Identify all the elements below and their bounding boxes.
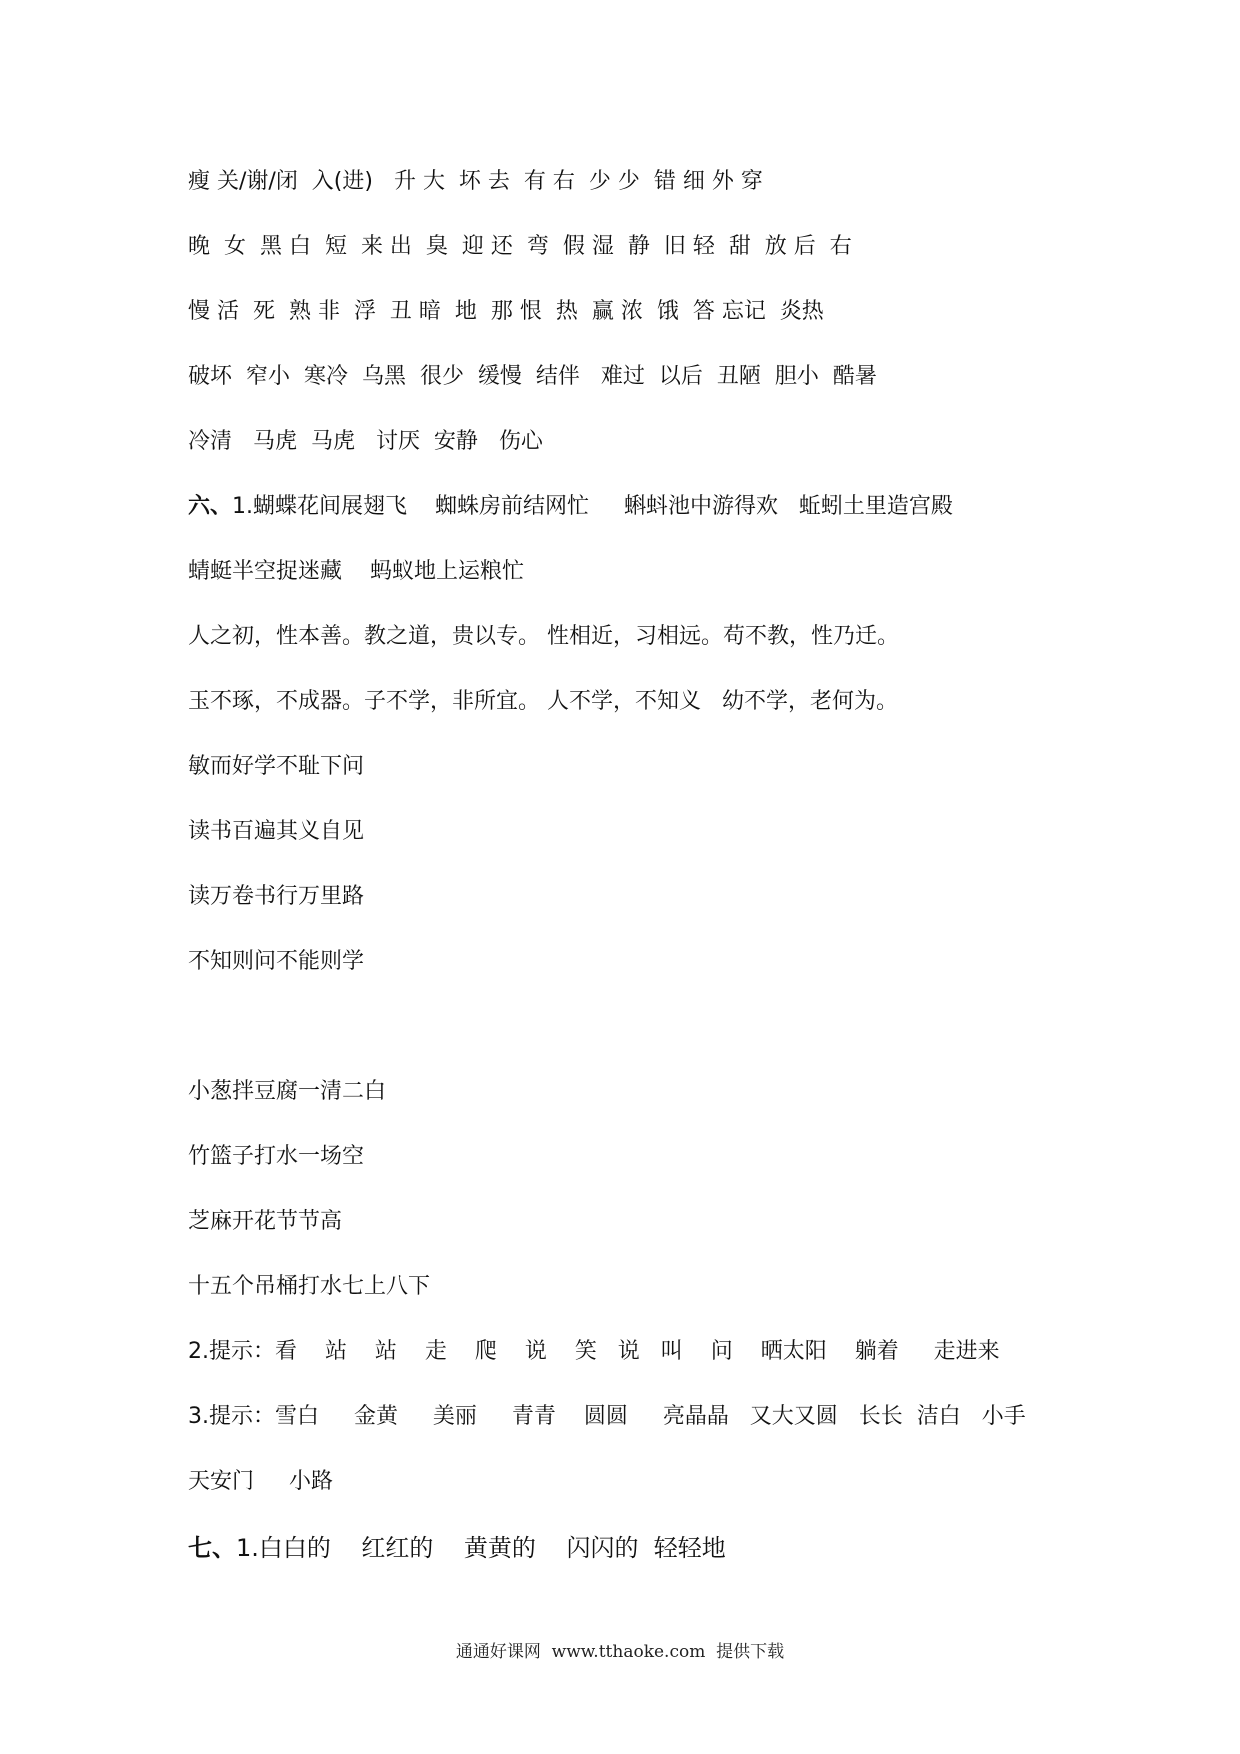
text-line-15: 竹篮子打水一场空 xyxy=(188,1144,365,1169)
text-line-17: 十五个吊桶打水七上八下 xyxy=(188,1274,431,1299)
text-line-13: 不知则问不能则学 xyxy=(188,949,365,974)
text-line-4: 破坏 窄小 寒冷 乌黑 很少 缓慢 结伴 难过 以后 丑陋 胆小 酷暑 xyxy=(188,364,877,389)
section-7-text: 1.白白的 红红的 黄黄的 闪闪的 轻轻地 xyxy=(236,1534,726,1562)
section-6-text: 1.蝴蝶花间展翅飞 蜘蛛房前结网忙 蝌蚪池中游得欢 蚯蚓土里造宫殿 xyxy=(232,494,953,519)
text-line-11: 读书百遍其义自见 xyxy=(188,819,365,844)
text-line-18: 2.提示：看 站 站 走 爬 说 笑 说 叫 问 晒太阳 躺着 走进来 xyxy=(188,1339,1000,1364)
section-7-label: 七、 xyxy=(188,1534,236,1562)
text-line-16: 芝麻开花节节高 xyxy=(188,1209,343,1234)
section-6-label: 六、 xyxy=(188,494,233,519)
text-line-5: 冷清 马虎 马虎 讨厌 安静 伤心 xyxy=(188,429,543,454)
text-line-3: 慢 活 死 熟 非 浮 丑 暗 地 那 恨 热 赢 浓 饿 答 忘记 炎热 xyxy=(188,299,824,324)
text-line-12: 读万卷书行万里路 xyxy=(188,884,365,909)
page-footer: 通通好课网 www.tthaoke.com 提供下载 xyxy=(455,1642,785,1662)
text-line-8: 人之初，性本善。教之道，贵以专。 性相近，习相远。苟不教，性乃迁。 xyxy=(188,624,899,649)
text-line-7: 蜻蜓半空捉迷藏 蚂蚁地上运粮忙 xyxy=(188,559,524,584)
text-line-2: 晚 女 黑 白 短 来 出 臭 迎 还 弯 假 湿 静 旧 轻 甜 放 后 右 xyxy=(188,234,852,259)
text-line-10: 敏而好学不耻下问 xyxy=(188,754,365,779)
text-line-14: 小葱拌豆腐一清二白 xyxy=(188,1079,387,1104)
text-line-20: 天安门 小路 xyxy=(188,1469,333,1494)
text-line-1: 瘦 关/谢/闭 入(进) 升 大 坏 去 有 右 少 少 错 细 外 穿 xyxy=(188,169,763,194)
text-line-19: 3.提示：雪白 金黄 美丽 青青 圆圆 亮晶晶 又大又圆 长长 洁白 小手 xyxy=(188,1404,1026,1429)
text-line-9: 玉不琢，不成器。子不学，非所宜。 人不学，不知义 幼不学，老何为。 xyxy=(188,689,898,714)
section-6-line xyxy=(188,492,953,522)
section-7-line xyxy=(188,1533,726,1563)
